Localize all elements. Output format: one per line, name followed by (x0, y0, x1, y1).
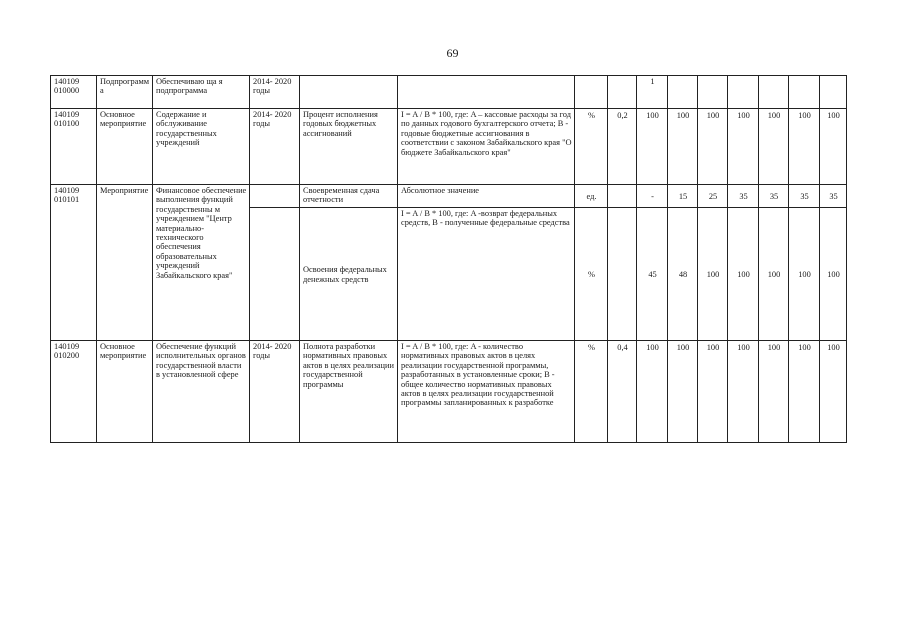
cell-value: 100 (789, 341, 820, 443)
cell-code: 140109 010101 (51, 185, 97, 341)
cell-value: 100 (668, 109, 698, 185)
cell-name: Обеспечение функций исполнительных органов государственной власти в установленной сфере (153, 341, 250, 443)
cell-base (608, 208, 637, 341)
cell-base: 0,2 (608, 109, 637, 185)
cell-period (250, 185, 300, 208)
cell-formula: I = A / B * 100, где: A -возврат федеральных средств, B - полученные федеральные средства (398, 208, 575, 341)
cell-period: 2014- 2020 годы (250, 76, 300, 109)
cell-value (698, 76, 728, 109)
cell-code: 140109 010200 (51, 341, 97, 443)
cell-value: 25 (698, 185, 728, 208)
cell-indicator: Процент исполнения годовых бюджетных ассигнований (300, 109, 398, 185)
cell-type: Мероприятие (97, 185, 153, 341)
cell-base (608, 185, 637, 208)
cell-type: Основное мероприятие (97, 341, 153, 443)
cell-value: 100 (668, 341, 698, 443)
cell-type: Подпрограмм а (97, 76, 153, 109)
cell-value (668, 76, 698, 109)
cell-base (608, 76, 637, 109)
table-row (51, 185, 847, 208)
cell-unit: ед. (575, 185, 608, 208)
cell-value: 15 (668, 185, 698, 208)
cell-unit: % (575, 208, 608, 341)
cell-value: 100 (698, 341, 728, 443)
cell-indicator: Полнота разработки нормативных правовых актов в целях реализации государственной программы (300, 341, 398, 443)
cell-value (820, 76, 847, 109)
cell-value: 100 (759, 341, 789, 443)
cell-formula: I = A / B * 100, где: A - количество нормативных правовых актов в целях реализации государственной программы, разработанных в установленные сроки; B - общее количество нормативных правовых актов в целях реализации государственной программы запланированных к разработке (398, 341, 575, 443)
cell-period: 2014- 2020 годы (250, 341, 300, 443)
cell-value: 35 (820, 185, 847, 208)
cell-unit (575, 76, 608, 109)
cell-indicator (300, 76, 398, 109)
cell-value: 100 (728, 341, 759, 443)
cell-code: 140109 010000 (51, 76, 97, 109)
cell-formula: Абсолютное значение (398, 185, 575, 208)
cell-value (728, 76, 759, 109)
cell-value: 1 (637, 76, 668, 109)
cell-unit: % (575, 341, 608, 443)
cell-value: 35 (789, 185, 820, 208)
cell-period (250, 208, 300, 341)
cell-value: 100 (820, 208, 847, 341)
cell-value (789, 76, 820, 109)
program-table (50, 75, 847, 443)
page-number: 69 (446, 46, 459, 60)
cell-value: 100 (759, 208, 789, 341)
cell-base: 0,4 (608, 341, 637, 443)
cell-value: 100 (759, 109, 789, 185)
cell-value: 100 (820, 109, 847, 185)
cell-name: Обеспечиваю ща я подпрограмма (153, 76, 250, 109)
cell-code: 140109 010100 (51, 109, 97, 185)
cell-value: 100 (789, 208, 820, 341)
table-row (51, 341, 847, 443)
cell-indicator: Своевременная сдача отчетности (300, 185, 398, 208)
cell-value: 100 (728, 208, 759, 341)
cell-name: Содержание и обслуживание государственных учреждений (153, 109, 250, 185)
cell-formula: I = A / B * 100, где: A – кассовые расходы за год по данных годового бухгалтерского отчета; B - годовые бюджетные ассигнования в соответствии с законом Забайкальского края "О бюджете Забайкальского края" (398, 109, 575, 185)
cell-unit: % (575, 109, 608, 185)
cell-value: - (637, 185, 668, 208)
cell-value: 100 (698, 109, 728, 185)
cell-formula (398, 76, 575, 109)
cell-value: 100 (637, 109, 668, 185)
cell-value: 45 (637, 208, 668, 341)
cell-value (759, 76, 789, 109)
cell-value: 100 (698, 208, 728, 341)
cell-value: 35 (759, 185, 789, 208)
cell-value: 100 (820, 341, 847, 443)
table-row (51, 76, 847, 109)
cell-period: 2014- 2020 годы (250, 109, 300, 185)
cell-value: 100 (728, 109, 759, 185)
table-row (51, 109, 847, 185)
cell-value: 100 (637, 341, 668, 443)
cell-value: 100 (789, 109, 820, 185)
cell-type: Основное мероприятие (97, 109, 153, 185)
cell-value: 35 (728, 185, 759, 208)
cell-indicator: Освоения федеральных денежных средств (300, 208, 398, 341)
cell-name: Финансовое обеспечение выполнения функций государственны м учреждением "Центр материально-технического обеспечения образовательных учреждений Забайкальского края" (153, 185, 250, 341)
cell-value: 48 (668, 208, 698, 341)
